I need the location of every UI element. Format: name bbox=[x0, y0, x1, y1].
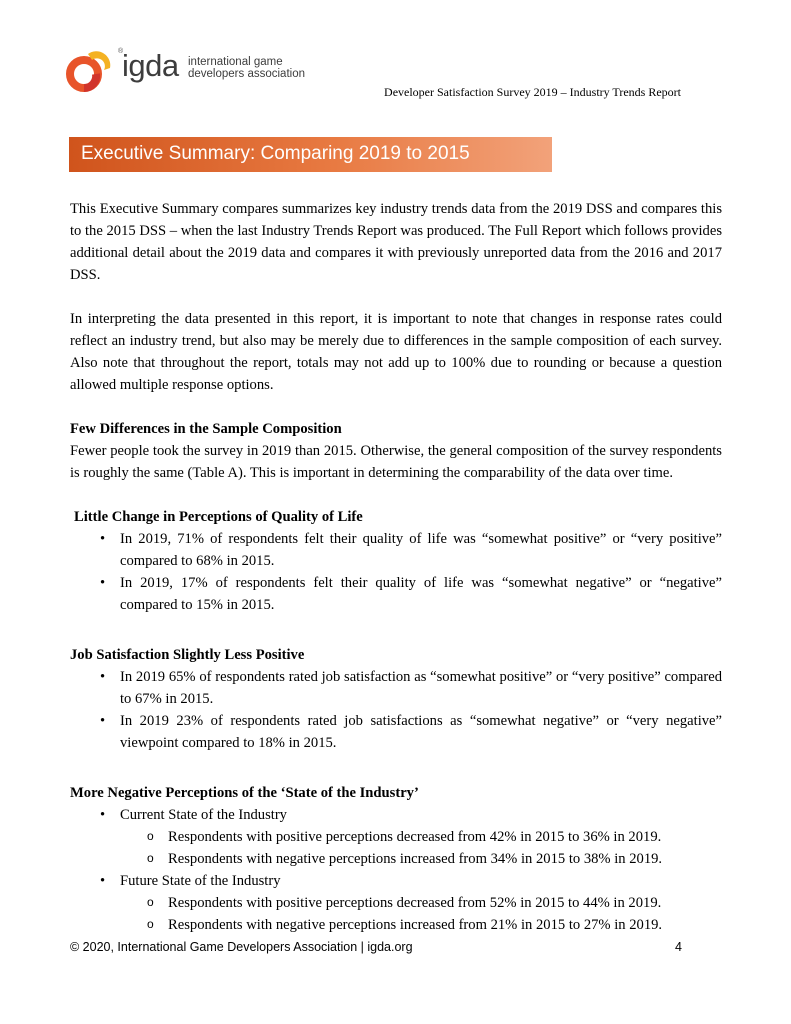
heading-state-of-industry: More Negative Perceptions of the ‘State of the Industry’ bbox=[70, 785, 419, 801]
heading-sample-composition: Few Differences in the Sample Composition bbox=[70, 421, 342, 437]
igda-logo bbox=[66, 44, 306, 100]
current-state-sublist bbox=[120, 826, 722, 870]
intro-paragraph-2: In interpreting the data presented in this report, it is important to note that changes in response rates could reflect an industry trend, but also may be merely due to differences in the sample composition of each survey. Also note that throughout the report, totals may not add up to 100% due to rounding or because a question allowed multiple response options. bbox=[70, 311, 722, 393]
logo-tagline-line-1: international game bbox=[188, 56, 283, 68]
heading-quality-of-life: Little Change in Perceptions of Quality of Life bbox=[74, 509, 363, 525]
intro-paragraph-1: This Executive Summary compares summarizes key industry trends data from the 2019 DSS and compares this to the 2015 DSS – when the last Industry Trends Report was produced. The Full Report which follows provides additional detail about the 2019 data and compares it with previously unreported data from the 2016 and 2017 DSS. bbox=[70, 201, 722, 283]
future-state-sublist bbox=[120, 892, 722, 936]
sub-list-item: o Respondents with positive perceptions decreased from 52% in 2015 to 44% in 2019. bbox=[120, 892, 722, 914]
sub-list-item: o Respondents with positive perceptions decreased from 42% in 2015 to 36% in 2019. bbox=[120, 826, 722, 848]
sub-list-item: o Respondents with negative perceptions increased from 21% in 2015 to 27% in 2019. bbox=[120, 914, 722, 936]
future-state-label: Future State of the Industry bbox=[120, 873, 281, 889]
logo-trademark: ® bbox=[118, 48, 124, 55]
page-number: 4 bbox=[675, 940, 682, 954]
logo-tagline-line-2: developers association bbox=[188, 68, 305, 80]
banner-title: Executive Summary: Comparing 2019 to 2015 bbox=[81, 143, 470, 164]
heading-job-satisfaction: Job Satisfaction Slightly Less Positive bbox=[70, 647, 305, 663]
current-state-label: Current State of the Industry bbox=[120, 807, 287, 823]
list-item-current-state bbox=[70, 804, 722, 870]
logo-wordmark: igda bbox=[122, 48, 179, 83]
footer-copyright: © 2020, International Game Developers Association | igda.org bbox=[70, 940, 413, 954]
document-title: Developer Satisfaction Survey 2019 – Industry Trends Report bbox=[384, 85, 681, 99]
section-banner bbox=[69, 137, 552, 172]
list-item: • In 2019 65% of respondents rated job satisfaction as “somewhat positive” or “very positive” compared to 67% in 2015. bbox=[70, 666, 722, 710]
page-footer bbox=[70, 940, 682, 954]
sample-paragraph: Fewer people took the survey in 2019 than 2015. Otherwise, the general composition of the survey respondents is roughly the same (Table A). This is important in determining the comparability of the data over time. bbox=[70, 443, 722, 481]
job-satisfaction-list bbox=[70, 666, 722, 754]
list-item: • In 2019, 17% of respondents felt their quality of life was “somewhat negative” or “negative” compared to 15% in 2015. bbox=[70, 572, 722, 616]
list-item-future-state bbox=[70, 870, 722, 936]
page-body bbox=[70, 198, 722, 936]
list-item: • In 2019, 71% of respondents felt their quality of life was “somewhat positive” or “very positive” compared to 68% in 2015. bbox=[70, 528, 722, 572]
state-of-industry-list bbox=[70, 804, 722, 936]
list-item: • In 2019 23% of respondents rated job satisfactions as “somewhat negative” or “very negative” viewpoint compared to 18% in 2015. bbox=[70, 710, 722, 754]
logo-tagline bbox=[188, 56, 305, 80]
sub-list-item: o Respondents with negative perceptions increased from 34% in 2015 to 38% in 2019. bbox=[120, 848, 722, 870]
igda-logo-mark-icon bbox=[66, 44, 120, 98]
quality-of-life-list bbox=[70, 528, 722, 616]
